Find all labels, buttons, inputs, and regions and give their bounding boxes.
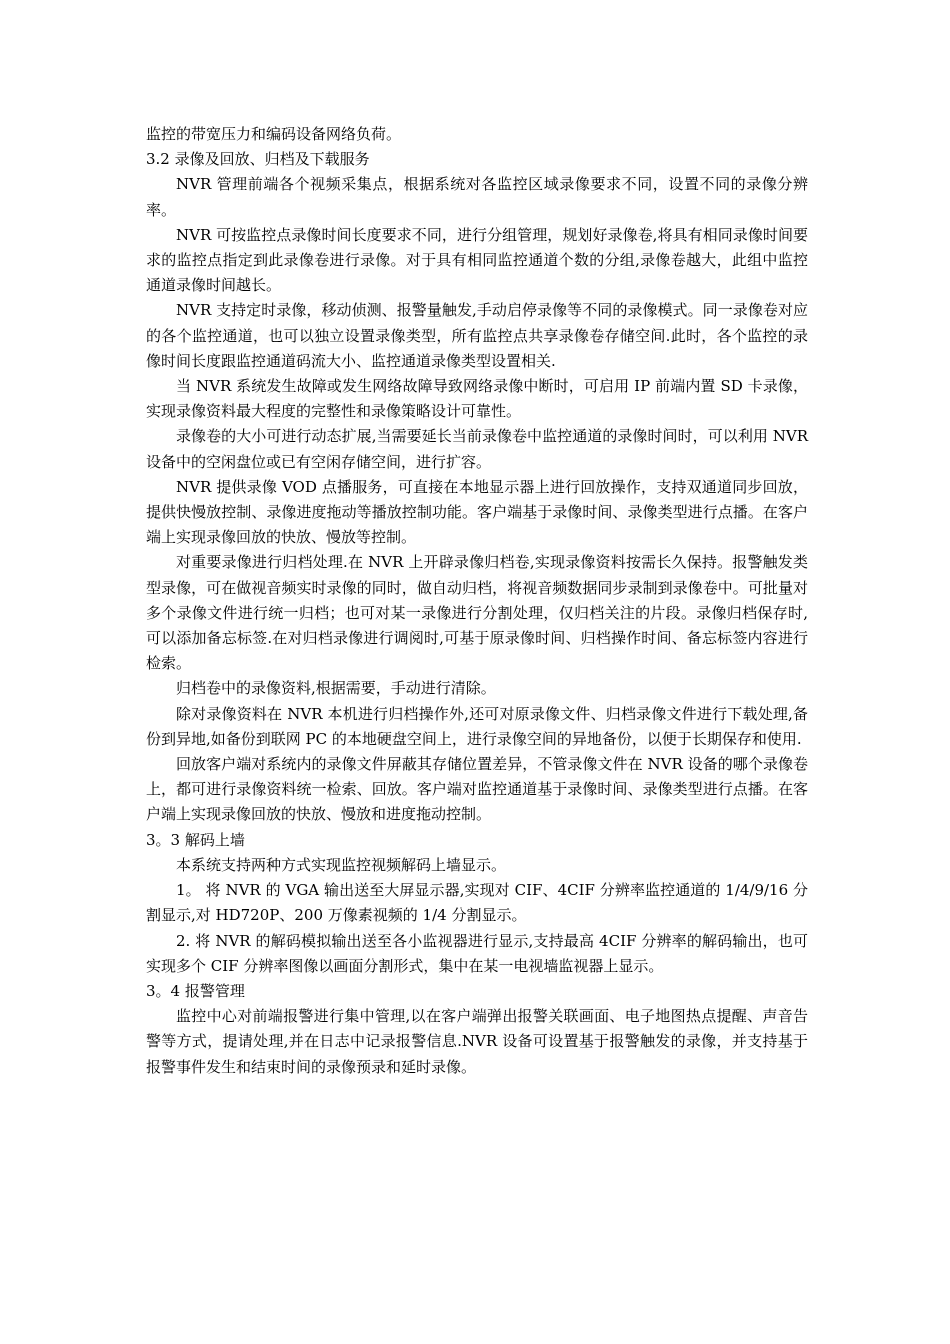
paragraph: 2. 将 NVR 的解码模拟输出送至各小监视器进行显示,支持最高 4CIF 分辨率的解码输出，也可实现多个 CIF 分辨率图像以画面分割形式，集中在某一电视墙监视器上显示。 (146, 931, 808, 975)
paragraph: NVR 提供录像 VOD 点播服务，可直接在本地显示器上进行回放操作，支持双通道同步回放，提供快慢放控制、录像进度拖动等播放控制功能。客户端基于录像时间、录像类型进行点播。在客户端上实现录像回放的快放、慢放等控制。 (146, 477, 808, 547)
paragraph: 监控的带宽压力和编码设备网络负荷。 (146, 125, 402, 143)
paragraph: 本系统支持两种方式实现监控视频解码上墙显示。 (176, 855, 507, 874)
paragraph: 归档卷中的录像资料,根据需要，手动进行清除。 (176, 679, 496, 698)
paragraph: 1。 将 NVR 的 VGA 输出送至大屏显示器,实现对 CIF、4CIF 分辨率监控通道的 1/4/9/16 分割显示,对 HD720P、200 万像素视频的 1/4 分割显示。 (146, 881, 808, 925)
document-page (146, 122, 808, 1080)
paragraph: 监控中心对前端报警进行集中管理,以在客户端弹出报警关联画面、电子地图热点提醒、声音告警等方式，提请处理,并在日志中记录报警信息.NVR 设备可设置基于报警触发的录像，并支持基于报警事件发生和结束时间的录像预录和延时录像。 (146, 1007, 808, 1076)
section-heading-3-3: 3。3 解码上墙 (146, 830, 245, 849)
section-heading-3-2: 3.2 录像及回放、归档及下载服务 (146, 150, 370, 169)
paragraph: 对重要录像进行归档处理.在 NVR 上开辟录像归档卷,实现录像资料按需长久保持。报警触发类型录像，可在做视音频实时录像的同时，做自动归档，将视音频数据同步录制到录像卷中。可批量对多个录像文件进行统一归档；也可对某一录像进行分割处理，仅归档关注的片段。录像归档保存时,可以添加备忘标签.在对归档录像进行调阅时,可基于原录像时间、归档操作时间、备忘标签内容进行检索。 (146, 553, 808, 673)
paragraph: NVR 可按监控点录像时间长度要求不同，进行分组管理，规划好录像卷,将具有相同录像时间要求的监控点指定到此录像卷进行录像。对于具有相同监控通道个数的分组,录像卷越大，此组中监控通道录像时间越长。 (146, 225, 808, 295)
section-heading-3-4: 3。4 报警管理 (146, 981, 245, 1000)
paragraph: 回放客户端对系统内的录像文件屏蔽其存储位置差异，不管录像文件在 NVR 设备的哪个录像卷上，都可进行录像资料统一检索、回放。客户端对监控通道基于录像时间、录像类型进行点播。在客户端上实现录像回放的快放、慢放和进度拖动控制。 (146, 755, 808, 824)
paragraph: 当 NVR 系统发生故障或发生网络故障导致网络录像中断时，可启用 IP 前端内置 SD 卡录像，实现录像资料最大程度的完整性和录像策略设计可靠性。 (146, 377, 808, 421)
paragraph: NVR 支持定时录像，移动侦测、报警量触发,手动启停录像等不同的录像模式。同一录像卷对应的各个监控通道，也可以独立设置录像类型，所有监控点共享录像卷存储空间.此时，各个监控的录像时间长度跟监控通道码流大小、监控通道录像类型设置相关. (146, 301, 808, 370)
paragraph: NVR 管理前端各个视频采集点，根据系统对各监控区域录像要求不同，设置不同的录像分辨率。 (146, 175, 808, 219)
paragraph: 录像卷的大小可进行动态扩展,当需要延长当前录像卷中监控通道的录像时间时，可以利用 NVR 设备中的空闲盘位或已有空闲存储空间，进行扩容。 (146, 427, 808, 471)
paragraph: 除对录像资料在 NVR 本机进行归档操作外,还可对原录像文件、归档录像文件进行下载处理,备份到异地,如备份到联网 PC 的本地硬盘空间上，进行录像空间的异地备份，以便于长期保存和使用. (146, 704, 808, 748)
